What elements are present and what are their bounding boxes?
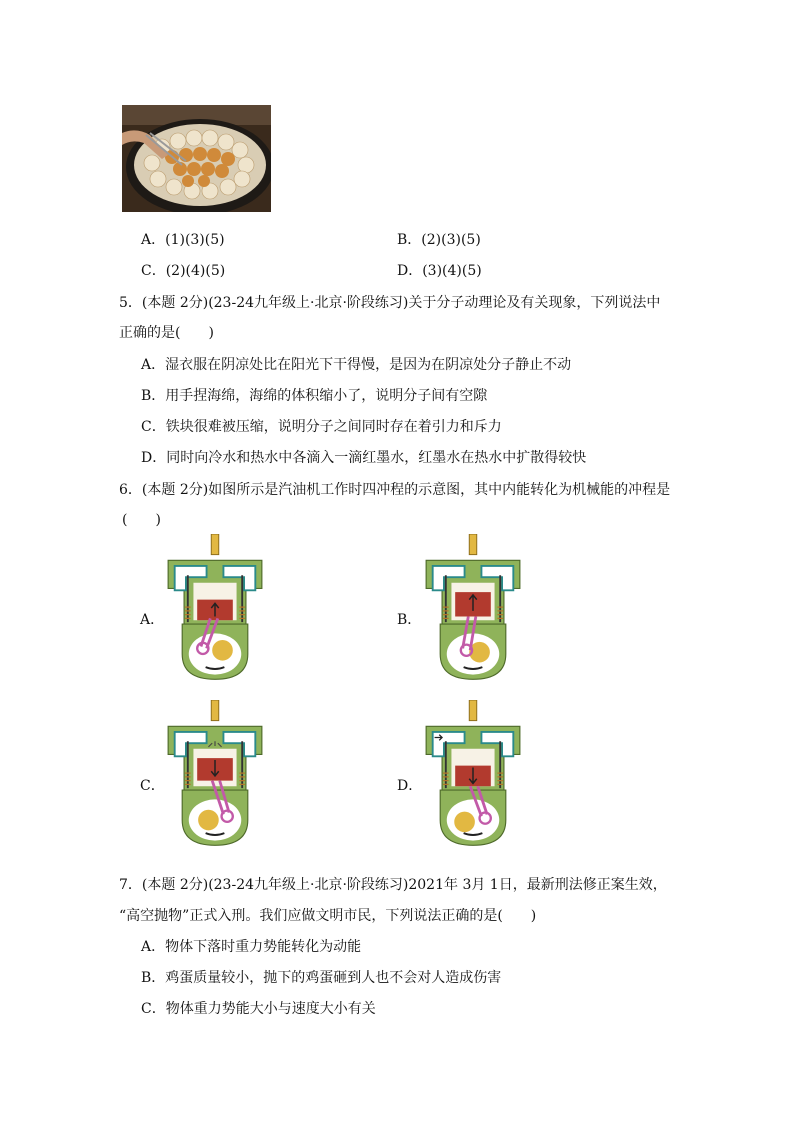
- engine-label-d: D．: [397, 778, 423, 794]
- q7-option-c: C．物体重力势能大小与速度大小有关: [141, 1001, 376, 1017]
- option-c: C．(2)(4)(5): [141, 263, 226, 279]
- q5-option-b: B．用手捏海绵，海绵的体积缩小了，说明分子间有空隙: [141, 388, 488, 404]
- fried-buns-photo: [122, 105, 271, 212]
- question-5-stem-cont: 正确的是( ): [119, 325, 214, 341]
- option-d: D．(3)(4)(5): [397, 263, 482, 279]
- engine-label-a: A．: [140, 612, 165, 628]
- q7-option-a: A．物体下落时重力势能转化为动能: [141, 939, 362, 955]
- question-5-stem: 5．(本题 2分)(23-24九年级上·北京·阶段练习)关于分子动理论及有关现象，下列说法中: [119, 295, 661, 311]
- question-7-stem-cont: “高空抛物”正式入刑。我们应做文明市民，下列说法正确的是( ): [119, 908, 537, 924]
- engine-a-icon: [160, 534, 270, 684]
- question-6-stem: 6．(本题 2分)如图所示是汽油机工作时四冲程的示意图，其中内能转化为机械能的冲程是: [119, 482, 671, 498]
- q5-option-a: A．湿衣服在阴凉处比在阳光下干得慢，是因为在阴凉处分子静止不动: [141, 357, 572, 373]
- engine-b-icon: [418, 534, 528, 684]
- engine-label-c: C．: [140, 778, 165, 794]
- q5-option-c: C．铁块很难被压缩，说明分子之间同时存在着引力和斥力: [141, 419, 502, 435]
- engine-d-icon: [418, 700, 528, 850]
- option-a: A．(1)(3)(5): [141, 232, 225, 248]
- q7-option-b: B．鸡蛋质量较小，抛下的鸡蛋砸到人也不会对人造成伤害: [141, 970, 502, 986]
- question-7-stem: 7．(本题 2分)(23-24九年级上·北京·阶段练习)2021年 3月 1日，最新刑法修正案生效，: [119, 877, 667, 893]
- q5-option-d: D．同时向冷水和热水中各滴入一滴红墨水，红墨水在热水中扩散得较快: [141, 450, 587, 466]
- engine-label-b: B．: [397, 612, 422, 628]
- question-6-stem-cont: ( ): [122, 512, 161, 528]
- engine-c-icon: [160, 700, 270, 850]
- option-b: B．(2)(3)(5): [397, 232, 481, 248]
